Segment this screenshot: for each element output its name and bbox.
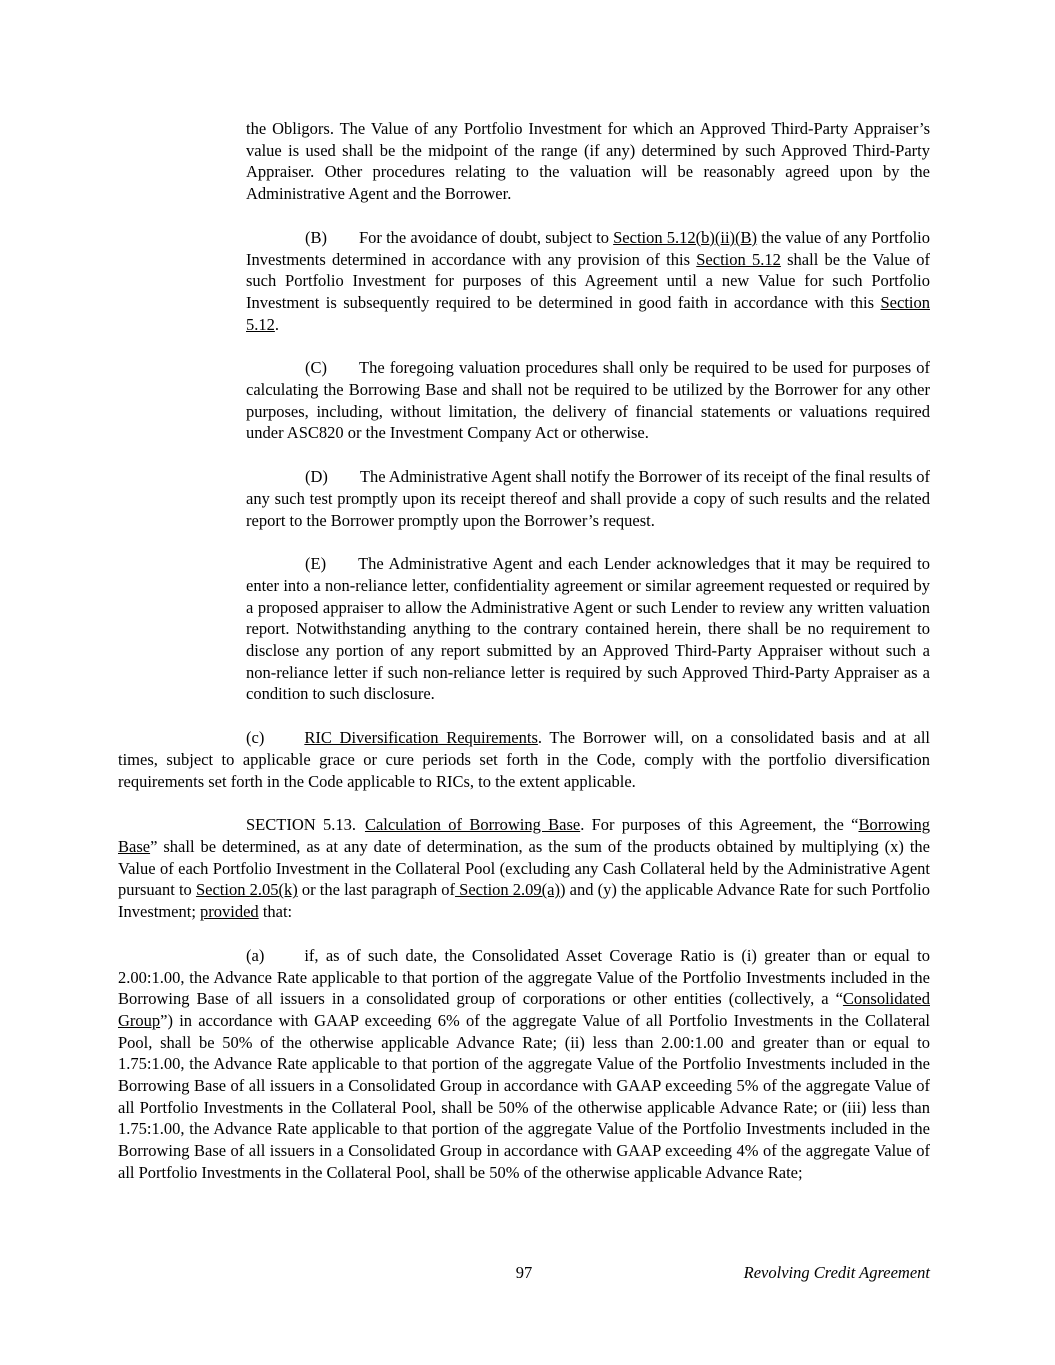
ric-diversification-heading: RIC Diversification Requirements [304, 728, 538, 748]
paragraph-d-text: The Administrative Agent shall notify the Borrower of its receipt of the final results of any such test promptly upon its receipt thereof and shall provide a copy of such results and the related report to the Borrower promptly upon the Borrower’s request. [246, 467, 930, 530]
defined-term-borrowing-base: Borrowing Base [118, 815, 930, 856]
section-ref-512bii-b: Section 5.12(b)(ii)(B) [613, 227, 758, 247]
paragraph-c-upper [246, 357, 930, 444]
paragraph-ric-label: (c) [246, 728, 265, 748]
section-513-heading: Calculation of Borrowing Base [364, 815, 581, 835]
section-513-label: SECTION 5.13. [246, 815, 356, 835]
paragraph-section-513-text: that: [258, 902, 293, 922]
paragraph-continuation [246, 118, 930, 205]
paragraph-e-text: The Administrative Agent and each Lender acknowledges that it may be required to enter into a non-reliance letter, confidentiality agreement or similar agreement requested or required by a proposed appraiser to allow the Administrative Agent or such Lender to review any written valuation report. Notwithstanding anything to the contrary contained herein, there shall be no requirement to disclose any portion of any report submitted by an Approved Third-Party Appraiser without such a non-reliance letter if such non-reliance letter is required by such Approved Third-Party Appraiser as a condition to such disclosure. [246, 554, 930, 704]
paragraph-ric [118, 727, 930, 792]
paragraph-section-513-text: . For purposes of this Agreement, the “ [580, 815, 859, 835]
paragraph-c-upper-label: (C) [305, 358, 327, 378]
paragraph-e [246, 553, 930, 705]
paragraph-section-513 [118, 814, 930, 923]
paragraph-b-text: . [274, 314, 279, 334]
document-title: Revolving Credit Agreement [743, 1263, 930, 1282]
paragraph-a-label: (a) [246, 945, 265, 965]
paragraph-a [118, 945, 930, 1184]
paragraph-continuation-text: the Obligors. The Value of any Portfolio Investment for which an Approved Third-Party Appraiser’s value is used shall be the midpoint of the range (if any) determined by such Approved Third-Party Appraiser. Other procedures relating to the valuation will be reasonably agreed upon by the Administrative Agent and the Borrower. [246, 119, 930, 204]
section-ref-512: Section 5.12 [696, 249, 781, 269]
proviso-term: provided [200, 902, 259, 922]
section-ref-512: Section 5.12 [246, 292, 930, 334]
paragraph-section-513-text: or the last paragraph of [297, 880, 456, 900]
section-ref-209a: Section 2.09(a) [455, 880, 560, 900]
paragraph-section-513-text: ) and (y) the applicable Advance Rate for such Portfolio Investment; [118, 880, 930, 922]
paragraph-b-text: the value of any Portfolio Investments determined in accordance with any provision of this [246, 227, 930, 269]
paragraph-d [246, 466, 930, 531]
paragraph-section-513-text: ” shall be determined, as at any date of determination, as the sum of the products obtained by multiplying (x) the Value of each Portfolio Investment in the Collateral Pool (excluding any Cash Collateral held by the Administrative Agent pursuant to [118, 836, 930, 900]
page-number: 97 [515, 1263, 533, 1282]
paragraph-ric-text: . The Borrower will, on a consolidated basis and at all times, subject to applicable grace or cure periods set forth in the Code, comply with the portfolio diversification requirements set forth in the Code applicable to RICs, to the extent applicable. [118, 728, 930, 791]
paragraph-b-text: For the avoidance of doubt, subject to [359, 227, 614, 247]
page-footer [118, 1262, 930, 1290]
defined-term-consolidated-group: Consolidated Group [118, 989, 930, 1030]
paragraph-a-text: ”) in accordance with GAAP exceeding 6% of the aggregate Value of all Portfolio Investments in the Collateral Pool, shall be 50% of the otherwise applicable Advance Rate; (ii) less than 2.00:1.00 and greater than or equal to 1.75:1.00, the Advance Rate applicable to that portion of the aggregate Value of the Portfolio Investments included in the Borrowing Base of all issuers in a Consolidated Group in accordance with GAAP exceeding 5% of the aggregate Value of all Portfolio Investments in the Collateral Pool, shall be 50% of the otherwise applicable Advance Rate; or (iii) less than 1.75:1.00, the Advance Rate applicable to that portion of the aggregate Value of the Portfolio Investments included in the Borrowing Base of all issuers in a Consolidated Group in accordance with GAAP exceeding 4% of the aggregate Value of all Portfolio Investments in the Collateral Pool, shall be 50% of the otherwise applicable Advance Rate; [118, 1010, 930, 1182]
paragraph-b [246, 227, 930, 336]
paragraph-c-upper-text: The foregoing valuation procedures shall only be required to be used for purposes of calculating the Borrowing Base and shall not be required to be utilized by the Borrower for any other purposes, including, without limitation, the delivery of financial statements or valuations required under ASC820 or the Investment Company Act or otherwise. [246, 358, 930, 443]
paragraph-d-label: (D) [305, 467, 328, 487]
paragraph-b-label: (B) [305, 227, 327, 247]
paragraph-e-label: (E) [305, 554, 327, 574]
page-body [118, 118, 930, 1184]
section-ref-205k: Section 2.05(k) [195, 880, 298, 900]
paragraph-b-text: shall be the Value of such Portfolio Investment for purposes of this Agreement until a new Value for such Portfolio Investment is subsequently required to be determined in good faith in accordance with this [246, 249, 930, 312]
paragraph-a-text: if, as of such date, the Consolidated Asset Coverage Ratio is (i) greater than or equal to 2.00:1.00, the Advance Rate applicable to that portion of the aggregate Value of the Portfolio Investments included in the Borrowing Base of all issuers in a consolidated group of corporations or other entities (collectively, a “ [118, 945, 930, 1009]
